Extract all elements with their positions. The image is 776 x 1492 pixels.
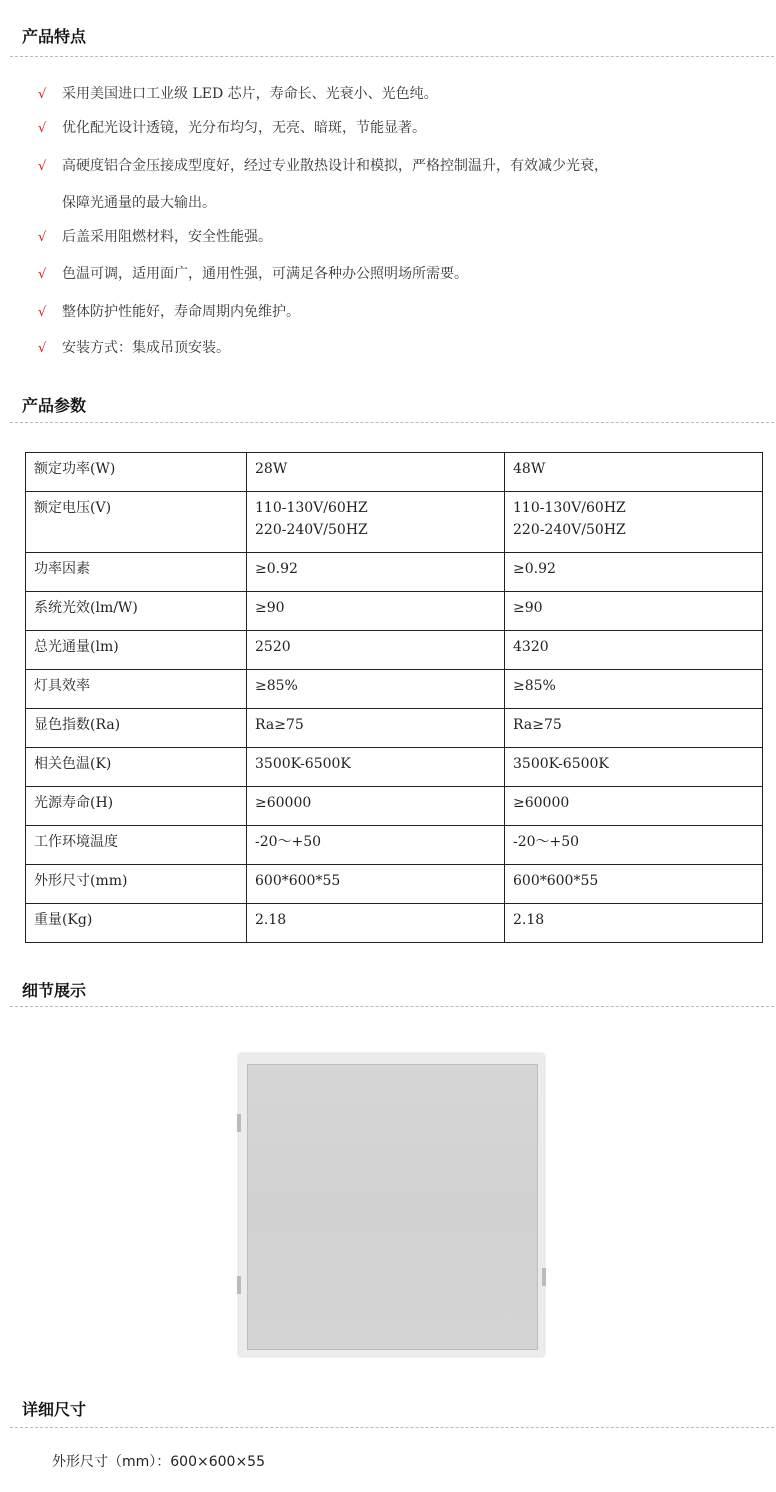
table-row xyxy=(26,553,763,592)
features-title: 产品特点 xyxy=(22,27,87,46)
feature-text: 采用美国进口工业级 LED 芯片，寿命长、光衰小、光色纯。 xyxy=(62,86,438,102)
param-value-28w: 28W xyxy=(247,453,505,492)
product-panel-image xyxy=(239,1054,544,1356)
param-value-28w: ≥85% xyxy=(247,670,505,709)
param-label: 显色指数(Ra) xyxy=(26,709,247,748)
table-row xyxy=(26,453,763,492)
table-row xyxy=(26,592,763,631)
feature-text-continued: 保障光通量的最大输出。 xyxy=(62,195,216,211)
param-value-28w: 600*600*55 xyxy=(247,865,505,904)
table-row xyxy=(26,492,763,553)
voltage-line-1: 110-130V/60HZ xyxy=(513,500,626,516)
feature-item xyxy=(38,330,758,367)
param-value-28w: ≥0.92 xyxy=(247,553,505,592)
param-value-48w: 2.18 xyxy=(505,904,763,943)
table-row xyxy=(26,709,763,748)
feature-text: 整体防护性能好，寿命周期内免维护。 xyxy=(62,304,300,320)
param-value-48w: ≥90 xyxy=(505,592,763,631)
voltage-line-2: 220-240V/50HZ xyxy=(513,522,626,538)
param-value-48w: Ra≥75 xyxy=(505,709,763,748)
param-value-48w xyxy=(505,492,763,553)
feature-text: 后盖采用阻燃材料，安全性能强。 xyxy=(62,229,272,245)
dimensions-title: 详细尺寸 xyxy=(22,1400,87,1419)
param-value-48w: 48W xyxy=(505,453,763,492)
check-icon: √ xyxy=(38,87,47,102)
param-value-48w: 3500K-6500K xyxy=(505,748,763,787)
param-label: 重量(Kg) xyxy=(26,904,247,943)
table-row xyxy=(26,826,763,865)
param-label: 外形尺寸(mm) xyxy=(26,865,247,904)
param-label: 总光通量(lm) xyxy=(26,631,247,670)
feature-text: 安装方式：集成吊顶安装。 xyxy=(62,340,230,356)
param-label: 功率因素 xyxy=(26,553,247,592)
panel-clip xyxy=(237,1276,241,1294)
param-value-48w: -20～+50 xyxy=(505,826,763,865)
feature-text: 优化配光设计透镜，光分布均匀，无亮、暗斑，节能显著。 xyxy=(62,120,426,136)
param-value-28w xyxy=(247,492,505,553)
param-value-28w: 2520 xyxy=(247,631,505,670)
param-value-48w: 600*600*55 xyxy=(505,865,763,904)
param-value-48w: ≥60000 xyxy=(505,787,763,826)
param-label: 额定功率(W) xyxy=(26,453,247,492)
param-value-28w: ≥90 xyxy=(247,592,505,631)
table-row xyxy=(26,631,763,670)
param-label: 系统光效(lm/W) xyxy=(26,592,247,631)
section-divider xyxy=(10,56,774,57)
table-row xyxy=(26,787,763,826)
feature-text: 高硬度铝合金压接成型度好，经过专业散热设计和模拟，严格控制温升，有效减少光衰， xyxy=(62,158,608,174)
feature-item xyxy=(38,110,758,147)
feature-item xyxy=(38,219,758,256)
param-label: 额定电压(V) xyxy=(26,492,247,553)
section-divider xyxy=(10,1006,774,1007)
voltage-line-2: 220-240V/50HZ xyxy=(255,522,368,538)
voltage-line-1: 110-130V/60HZ xyxy=(255,500,368,516)
check-icon: √ xyxy=(38,341,47,356)
table-row xyxy=(26,748,763,787)
param-label: 相关色温(K) xyxy=(26,748,247,787)
check-icon: √ xyxy=(38,121,47,136)
param-value-48w: 4320 xyxy=(505,631,763,670)
param-label: 光源寿命(H) xyxy=(26,787,247,826)
table-row xyxy=(26,670,763,709)
feature-text: 色温可调，适用面广，通用性强，可满足各种办公照明场所需要。 xyxy=(62,266,468,282)
param-label: 灯具效率 xyxy=(26,670,247,709)
param-value-28w: ≥60000 xyxy=(247,787,505,826)
param-value-28w: 3500K-6500K xyxy=(247,748,505,787)
params-table xyxy=(25,452,763,943)
section-divider xyxy=(10,1427,774,1428)
feature-item xyxy=(38,294,758,331)
param-value-48w: ≥0.92 xyxy=(505,553,763,592)
check-icon: √ xyxy=(38,305,47,320)
param-value-28w: Ra≥75 xyxy=(247,709,505,748)
table-row xyxy=(26,904,763,943)
section-divider xyxy=(10,422,774,423)
param-value-28w: 2.18 xyxy=(247,904,505,943)
check-icon: √ xyxy=(38,159,47,174)
check-icon: √ xyxy=(38,230,47,245)
param-label: 工作环境温度 xyxy=(26,826,247,865)
feature-item xyxy=(38,256,758,293)
param-value-28w: -20～+50 xyxy=(247,826,505,865)
details-title: 细节展示 xyxy=(22,981,87,1000)
params-title: 产品参数 xyxy=(22,396,87,415)
panel-clip xyxy=(237,1114,241,1132)
feature-item xyxy=(38,148,758,222)
table-row xyxy=(26,865,763,904)
panel-clip xyxy=(542,1268,546,1286)
dimension-text: 外形尺寸（mm）：600×600×55 xyxy=(52,1454,265,1470)
panel-diffuser xyxy=(247,1064,538,1350)
feature-item xyxy=(38,76,758,113)
param-value-48w: ≥85% xyxy=(505,670,763,709)
check-icon: √ xyxy=(38,267,47,282)
